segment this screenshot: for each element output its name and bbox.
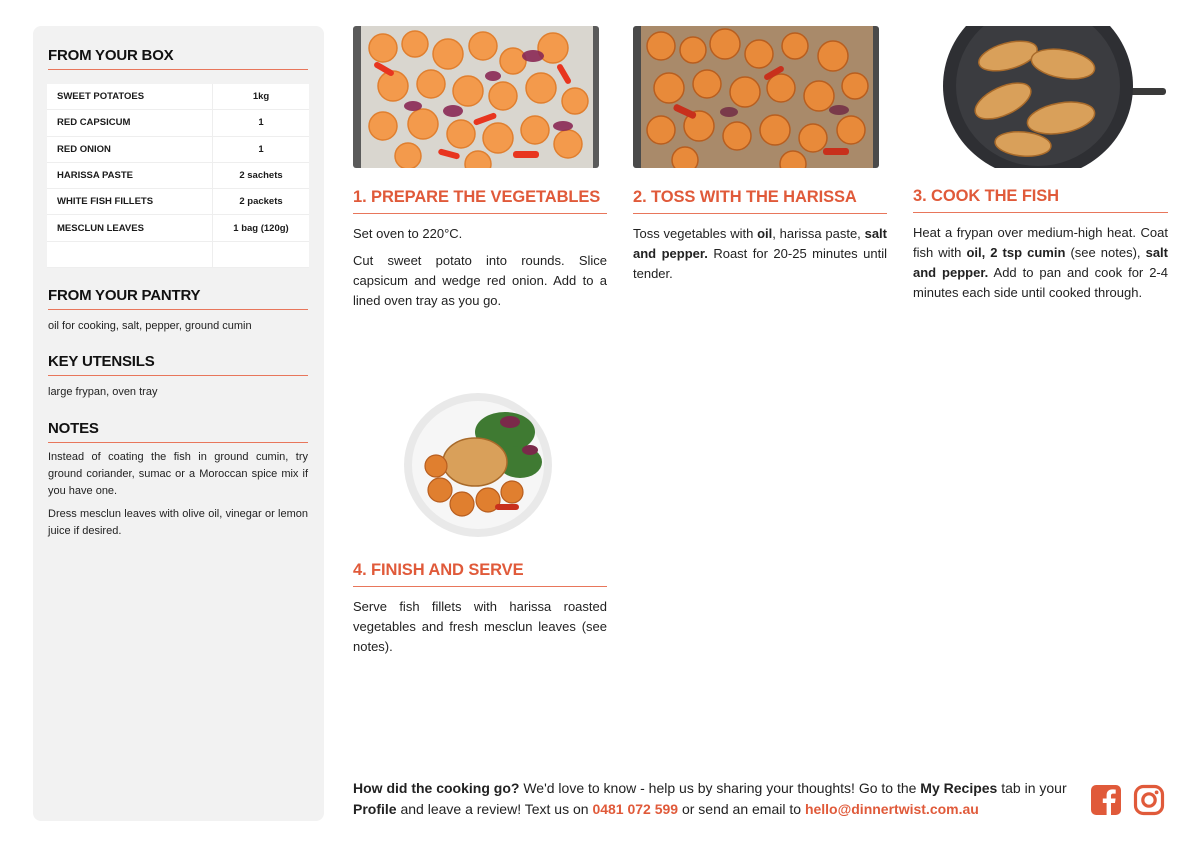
ingredient-quantity: 2 packets [213, 189, 310, 215]
ingredient-quantity: 2 sachets [213, 162, 310, 188]
step-3-text-part: Add to pan and cook for 2-4 minutes each side until cooked through. [913, 265, 1168, 300]
step-3-bold: oil, 2 tsp cumin [966, 245, 1066, 260]
ingredient-name: SWEET POTATOES [47, 84, 213, 110]
step-2-text-part: , harissa paste, [772, 226, 865, 241]
facebook-icon[interactable] [1090, 784, 1122, 821]
footer-text-part: tab in your [997, 780, 1067, 796]
footer-text-part: or send an email to [678, 801, 805, 817]
step-1-title: 1. PREPARE THE VEGETABLES [353, 188, 607, 214]
step-1-paragraph: Cut sweet potato into rounds. Slice capsicum and wedge red onion. Add to a lined oven tray as you go. [353, 253, 607, 308]
step-3-title: 3. COOK THE FISH [913, 187, 1168, 213]
step-2-text-part: Toss vegetables with [633, 226, 758, 241]
profile-label: Profile [353, 801, 397, 817]
step-4-image [400, 392, 560, 538]
pantry-text: oil for cooking, salt, pepper, ground cumin [48, 320, 252, 332]
step-4-paragraph: Serve fish fillets with harissa roasted vegetables and fresh mesclun leaves (see notes). [353, 599, 607, 654]
feedback-footer [353, 778, 1073, 820]
note-paragraph: Instead of coating the fish in ground cumin, try ground coriander, sumac or a Moroccan spice mix if you have one. [48, 451, 308, 497]
footer-text-part: We'd love to know - help us by sharing your thoughts! Go to the [519, 780, 921, 796]
key-utensils-title: KEY UTENSILS [48, 353, 308, 376]
step-3-text [913, 223, 1168, 310]
ingredient-quantity: 1 bag (120g) [213, 215, 310, 241]
footer-text-part: and leave a review! Text us on [396, 801, 593, 817]
ingredient-name: HARISSA PASTE [47, 162, 213, 188]
step-3-text-part: Heat a frypan over medium-high heat. Coat fish with [913, 225, 1168, 260]
step-2-bold: salt and pepper. [633, 226, 887, 261]
ingredient-quantity: 1 [213, 136, 310, 162]
step-2-image [633, 26, 879, 168]
note-paragraph: Dress mesclun leaves with olive oil, vinegar or lemon juice if desired. [48, 508, 308, 537]
notes-title: NOTES [48, 420, 308, 443]
step-1-image [353, 26, 599, 168]
ingredient-row [47, 162, 309, 188]
step-2-title: 2. TOSS WITH THE HARISSA [633, 188, 887, 214]
ingredient-name: WHITE FISH FILLETS [47, 189, 213, 215]
ingredient-quantity: 1 [213, 110, 310, 136]
ingredient-row [47, 84, 309, 110]
ingredients-sidebar [33, 26, 324, 821]
step-3-image [913, 26, 1168, 168]
from-your-box-title: FROM YOUR BOX [48, 47, 308, 70]
ingredient-quantity [213, 241, 310, 267]
phone-link[interactable]: 0481 072 599 [592, 801, 679, 817]
from-your-pantry-title: FROM YOUR PANTRY [48, 287, 308, 310]
footer-question: How did the cooking go? [353, 780, 520, 796]
ingredient-row [47, 136, 309, 162]
step-2-text-part: Roast for 20-25 minutes until tender. [633, 246, 887, 281]
ingredient-quantity: 1kg [213, 84, 310, 110]
ingredient-name: RED ONION [47, 136, 213, 162]
step-2-text [633, 224, 887, 291]
my-recipes-label: My Recipes [920, 780, 998, 796]
instagram-icon[interactable] [1133, 784, 1165, 821]
step-4-text [353, 597, 607, 664]
ingredient-row [47, 110, 309, 136]
ingredient-row [47, 241, 309, 267]
step-1-paragraph: Set oven to 220°C. [353, 226, 463, 241]
ingredients-table [47, 84, 309, 268]
ingredient-row [47, 215, 309, 241]
step-4-title: 4. FINISH AND SERVE [353, 561, 607, 587]
utensils-text: large frypan, oven tray [48, 386, 158, 398]
step-3-text-part: (see notes), [1065, 245, 1146, 260]
step-2-bold: oil [757, 226, 773, 241]
step-1-text [353, 224, 607, 318]
ingredient-name: MESCLUN LEAVES [47, 215, 213, 241]
step-3-bold: salt and pepper. [913, 245, 1168, 280]
notes-text [48, 449, 308, 546]
ingredient-name [47, 241, 213, 267]
ingredient-name: RED CAPSICUM [47, 110, 213, 136]
email-link[interactable]: hello@dinnertwist.com.au [804, 801, 979, 817]
ingredient-row [47, 189, 309, 215]
